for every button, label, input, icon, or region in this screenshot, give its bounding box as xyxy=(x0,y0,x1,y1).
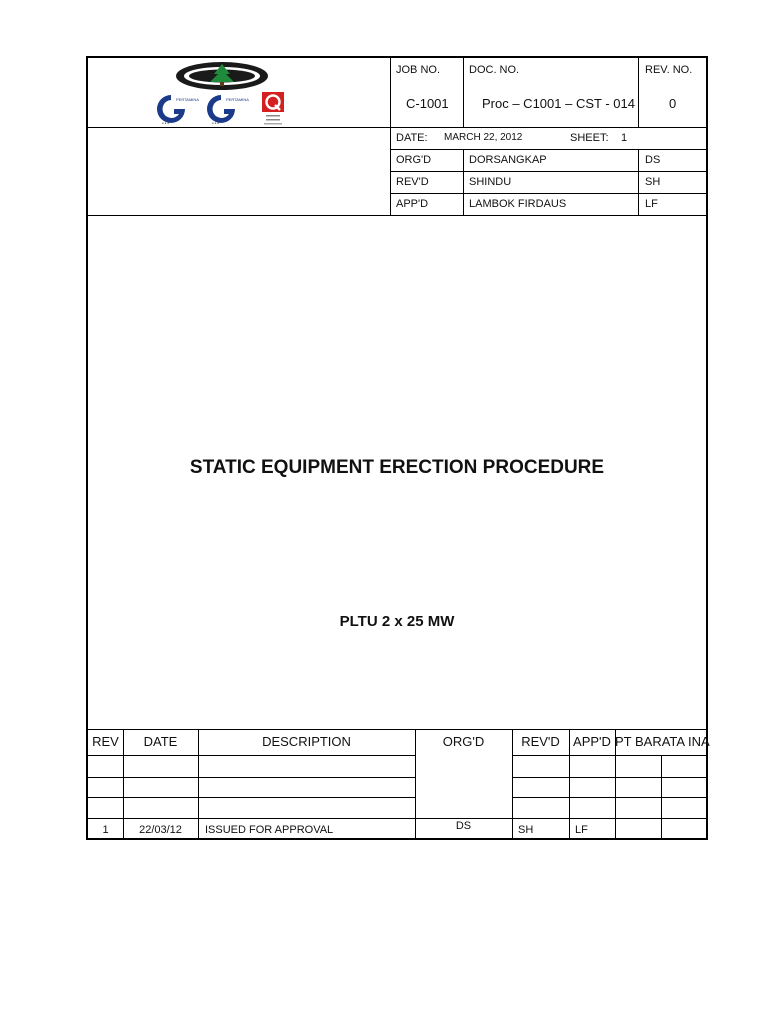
rev-table-top xyxy=(88,729,706,730)
row-rev: 1 xyxy=(102,824,109,836)
divider xyxy=(390,193,706,194)
pertamina-logo xyxy=(152,93,199,125)
pertamina-logo xyxy=(202,93,249,125)
divider xyxy=(88,777,415,778)
divider xyxy=(463,58,464,127)
revd-header: REV'D xyxy=(521,734,560,749)
orgd-header: ORG'D xyxy=(442,734,485,749)
rev-header: REV xyxy=(92,734,119,749)
orgd-label: ORG'D xyxy=(396,154,432,166)
divider xyxy=(512,797,706,798)
row-revd: SH xyxy=(518,824,534,836)
divider xyxy=(390,58,391,215)
q-quality-logo xyxy=(260,91,288,127)
doc-no-value: Proc – C1001 – CST - 014 xyxy=(482,96,635,111)
divider xyxy=(390,149,706,150)
row-orgd: DS xyxy=(455,820,472,832)
revd-label: REV'D xyxy=(396,176,429,188)
doc-no-label: DOC. NO. xyxy=(469,64,520,76)
date-header: DATE xyxy=(143,734,178,749)
job-no-label: JOB NO. xyxy=(396,64,441,76)
appd-name: LAMBOK FIRDAUS xyxy=(469,198,567,210)
company-oval-logo xyxy=(174,60,270,93)
date-value: MARCH 22, 2012 xyxy=(444,132,523,143)
row-description: ISSUED FOR APPROVAL xyxy=(205,824,334,836)
divider xyxy=(88,797,415,798)
divider xyxy=(88,818,706,819)
divider xyxy=(638,58,639,127)
revd-initials: SH xyxy=(645,176,661,188)
description-header: DESCRIPTION xyxy=(262,734,351,749)
document-cover-sheet xyxy=(86,56,708,840)
sheet-value: 1 xyxy=(621,132,628,144)
title-block-bottom xyxy=(88,215,706,216)
divider xyxy=(463,149,464,215)
divider xyxy=(638,149,639,215)
rev-no-value: 0 xyxy=(669,96,677,111)
document-title: STATIC EQUIPMENT ERECTION PROCEDURE xyxy=(189,457,605,478)
appd-label: APP'D xyxy=(396,198,429,210)
row-date: 22/03/12 xyxy=(139,824,182,836)
svg-text:● ● ●: ● ● ● xyxy=(162,121,170,125)
date-label: DATE: xyxy=(396,132,428,144)
document-subtitle: PLTU 2 x 25 MW xyxy=(339,613,455,630)
rev-no-label: REV. NO. xyxy=(645,64,693,76)
orgd-name: DORSANGKAP xyxy=(469,154,547,166)
svg-text:● ● ●: ● ● ● xyxy=(212,121,220,125)
divider xyxy=(88,755,415,756)
job-no-value: C-1001 xyxy=(406,96,449,111)
svg-text:PERTAMINA: PERTAMINA xyxy=(226,97,249,102)
orgd-initials: DS xyxy=(645,154,661,166)
appd-header: APP'D xyxy=(573,734,611,749)
divider xyxy=(512,755,706,756)
divider xyxy=(661,755,662,839)
appd-initials: LF xyxy=(645,198,658,210)
sheet-label: SHEET: xyxy=(570,132,609,144)
divider xyxy=(512,777,706,778)
row-appd: LF xyxy=(575,824,588,836)
divider xyxy=(390,171,706,172)
svg-text:PERTAMINA: PERTAMINA xyxy=(176,97,199,102)
revd-name: SHINDU xyxy=(469,176,512,188)
pt-barata-ina-header: PT BARATA INA xyxy=(615,734,710,749)
header-divider xyxy=(88,127,706,128)
